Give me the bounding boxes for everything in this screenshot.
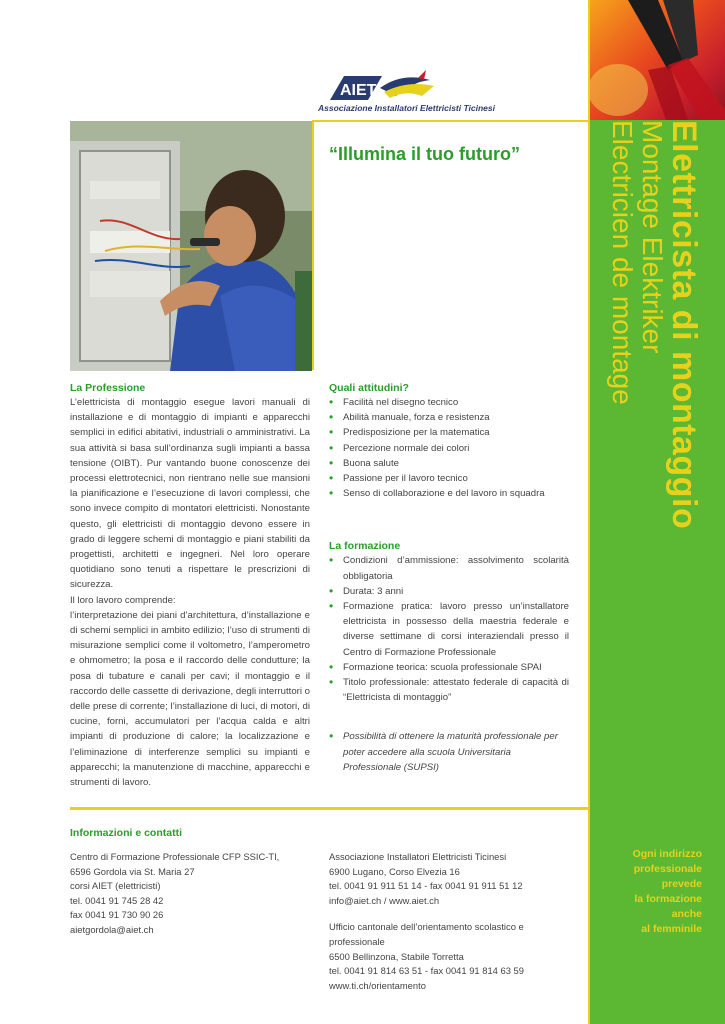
electrician-photo [70, 121, 312, 371]
orientamento-link[interactable]: www.ti.ch/orientamento [329, 979, 426, 991]
aiet-logo-icon [322, 70, 492, 104]
list-item: • Abilità manuale, forza e resistenza [329, 410, 569, 425]
professione-section [70, 381, 310, 790]
list-item: • Possibilità di ottenere la maturità professionale per poter accedere alla scuola Universitaria Professionale (SUPSI) [329, 729, 569, 775]
title-french: Electricien de montage [607, 120, 638, 405]
logo-mark: AIET [340, 82, 377, 99]
logo-caption: Associazione Installatori Elettricisti Ticinesi [318, 103, 495, 113]
pliers-photo [588, 0, 725, 120]
top-rule [312, 120, 588, 122]
professione-paragraph: l’interpretazione dei piani d’architettura, d’installazione e di schemi semplici in ambito edilizio; l’uso di strumenti di misurazione semplici come il voltometro, l’amperometro e ohmometro; la posa e il raccordo delle condutture; la posa di tubature e canali per cavi; il montaggio e il raccordo delle cassette di derivazione, degli interruttori o delle prese di corrente; l’installazione di luci, di motori, di cucine, forni, accumulatori per l’acqua calda e altri impianti di produzione di calore; la localizzazione e l’eliminazione di interferenze semplici su impianti e apparecchi; la manutenzione di macchine, apparecchi e strumenti di lavoro. [70, 609, 310, 789]
attitudini-list [329, 395, 569, 501]
formazione-list [329, 553, 569, 705]
photo-rule [312, 120, 314, 370]
attitudini-heading: Quali attitudini? [329, 382, 409, 394]
band-divider [588, 0, 590, 1024]
professione-paragraph: L’elettricista di montaggio esegue lavori manuali di installazione e di montaggio di impianti e apparecchi semplici in edifici abitativi, industriali o amministrativi. La sua attività si basa sull’ordinanza sugli impianti a bassa tensione (OIBT). Pur vantando buone conoscenze dei processi elettrotecnici, non rientrano nelle sue mansioni la pianificazione e l’esecuzione di lavori complessi, che sono invece compito di montatori elettricisti. Nonostante questo, gli elettricisti di montaggio devono essere in grado di leggere schemi di montaggio e piani stabiliti da progettisti, architetti e ingegneri. Nel loro operare quotidiano sono tenuti a rispettare le prescrizioni di sicurezza. [70, 397, 310, 591]
bottom-rule [70, 807, 588, 810]
list-item: • Buona salute [329, 456, 569, 471]
electrician-photo-icon [70, 121, 312, 371]
list-item: • Durata: 3 anni [329, 584, 569, 599]
title-main: Elettricista di montaggio [665, 120, 703, 530]
professione-heading: La Professione [70, 382, 146, 394]
email-link[interactable]: aietgordola@aiet.ch [70, 923, 154, 935]
slogan: “Illumina il tuo futuro” [329, 144, 520, 164]
list-item: • Condizioni d’ammissione: assolvimento scolarità obbligatoria [329, 553, 569, 583]
list-item: • Passione per il lavoro tecnico [329, 471, 569, 486]
list-item: • Percezione normale dei colori [329, 441, 569, 456]
formazione-note [329, 729, 569, 775]
pliers-image-icon [588, 0, 725, 120]
contact-aiet: Associazione Installatori Elettricisti Ticinesi 6900 Lugano, Corso Elvezia 16 tel. 0041 91 911 51 14 - fax 0041 91 911 51 12 info@aiet.ch / www.aiet.ch Ufficio cantonale dell’orientamento scolastico e professionale 6500 Bellinzona, Stabile Torretta tel. 0041 91 814 63 51 - fax 0041 91 814 63 59 www.ti.ch/orientamento [329, 850, 579, 993]
attitudini-section [329, 381, 569, 775]
professione-paragraph: Il loro lavoro comprende: [70, 594, 176, 606]
title-german: Montage Elektriker [637, 120, 668, 354]
list-item: • Formazione teorica: scuola professionale SPAI [329, 660, 569, 675]
list-item: • Titolo professionale: attestato federale di capacità di “Elettricista di montaggio” [329, 675, 569, 705]
list-item: • Facilità nel disegno tecnico [329, 395, 569, 410]
contact-cfp: Centro di Formazione Professionale CFP SSIC-TI, 6596 Gordola via St. Maria 27 corsi AIET (elettricisti) tel. 0041 91 745 28 42 fax 0041 91 730 90 26 aietgordola@aiet.ch [70, 850, 310, 938]
list-item: • Senso di collaborazione e del lavoro in squadra [329, 486, 569, 501]
aiet-web-link[interactable]: info@aiet.ch / www.aiet.ch [329, 894, 440, 906]
info-heading: Informazioni e contatti [70, 827, 183, 839]
vertical-title [606, 120, 706, 540]
formazione-heading: La formazione [329, 540, 401, 553]
side-note: Ogni indirizzo professionale prevede la formazione anche al femminile [632, 848, 702, 935]
list-item: • Predisposizione per la matematica [329, 425, 569, 440]
list-item: • Formazione pratica: lavoro presso un’installatore elettricista in possesso della maestria federale e diverse settimane di corsi interaziendali presso il Centro di Formazione Professionale [329, 599, 569, 660]
